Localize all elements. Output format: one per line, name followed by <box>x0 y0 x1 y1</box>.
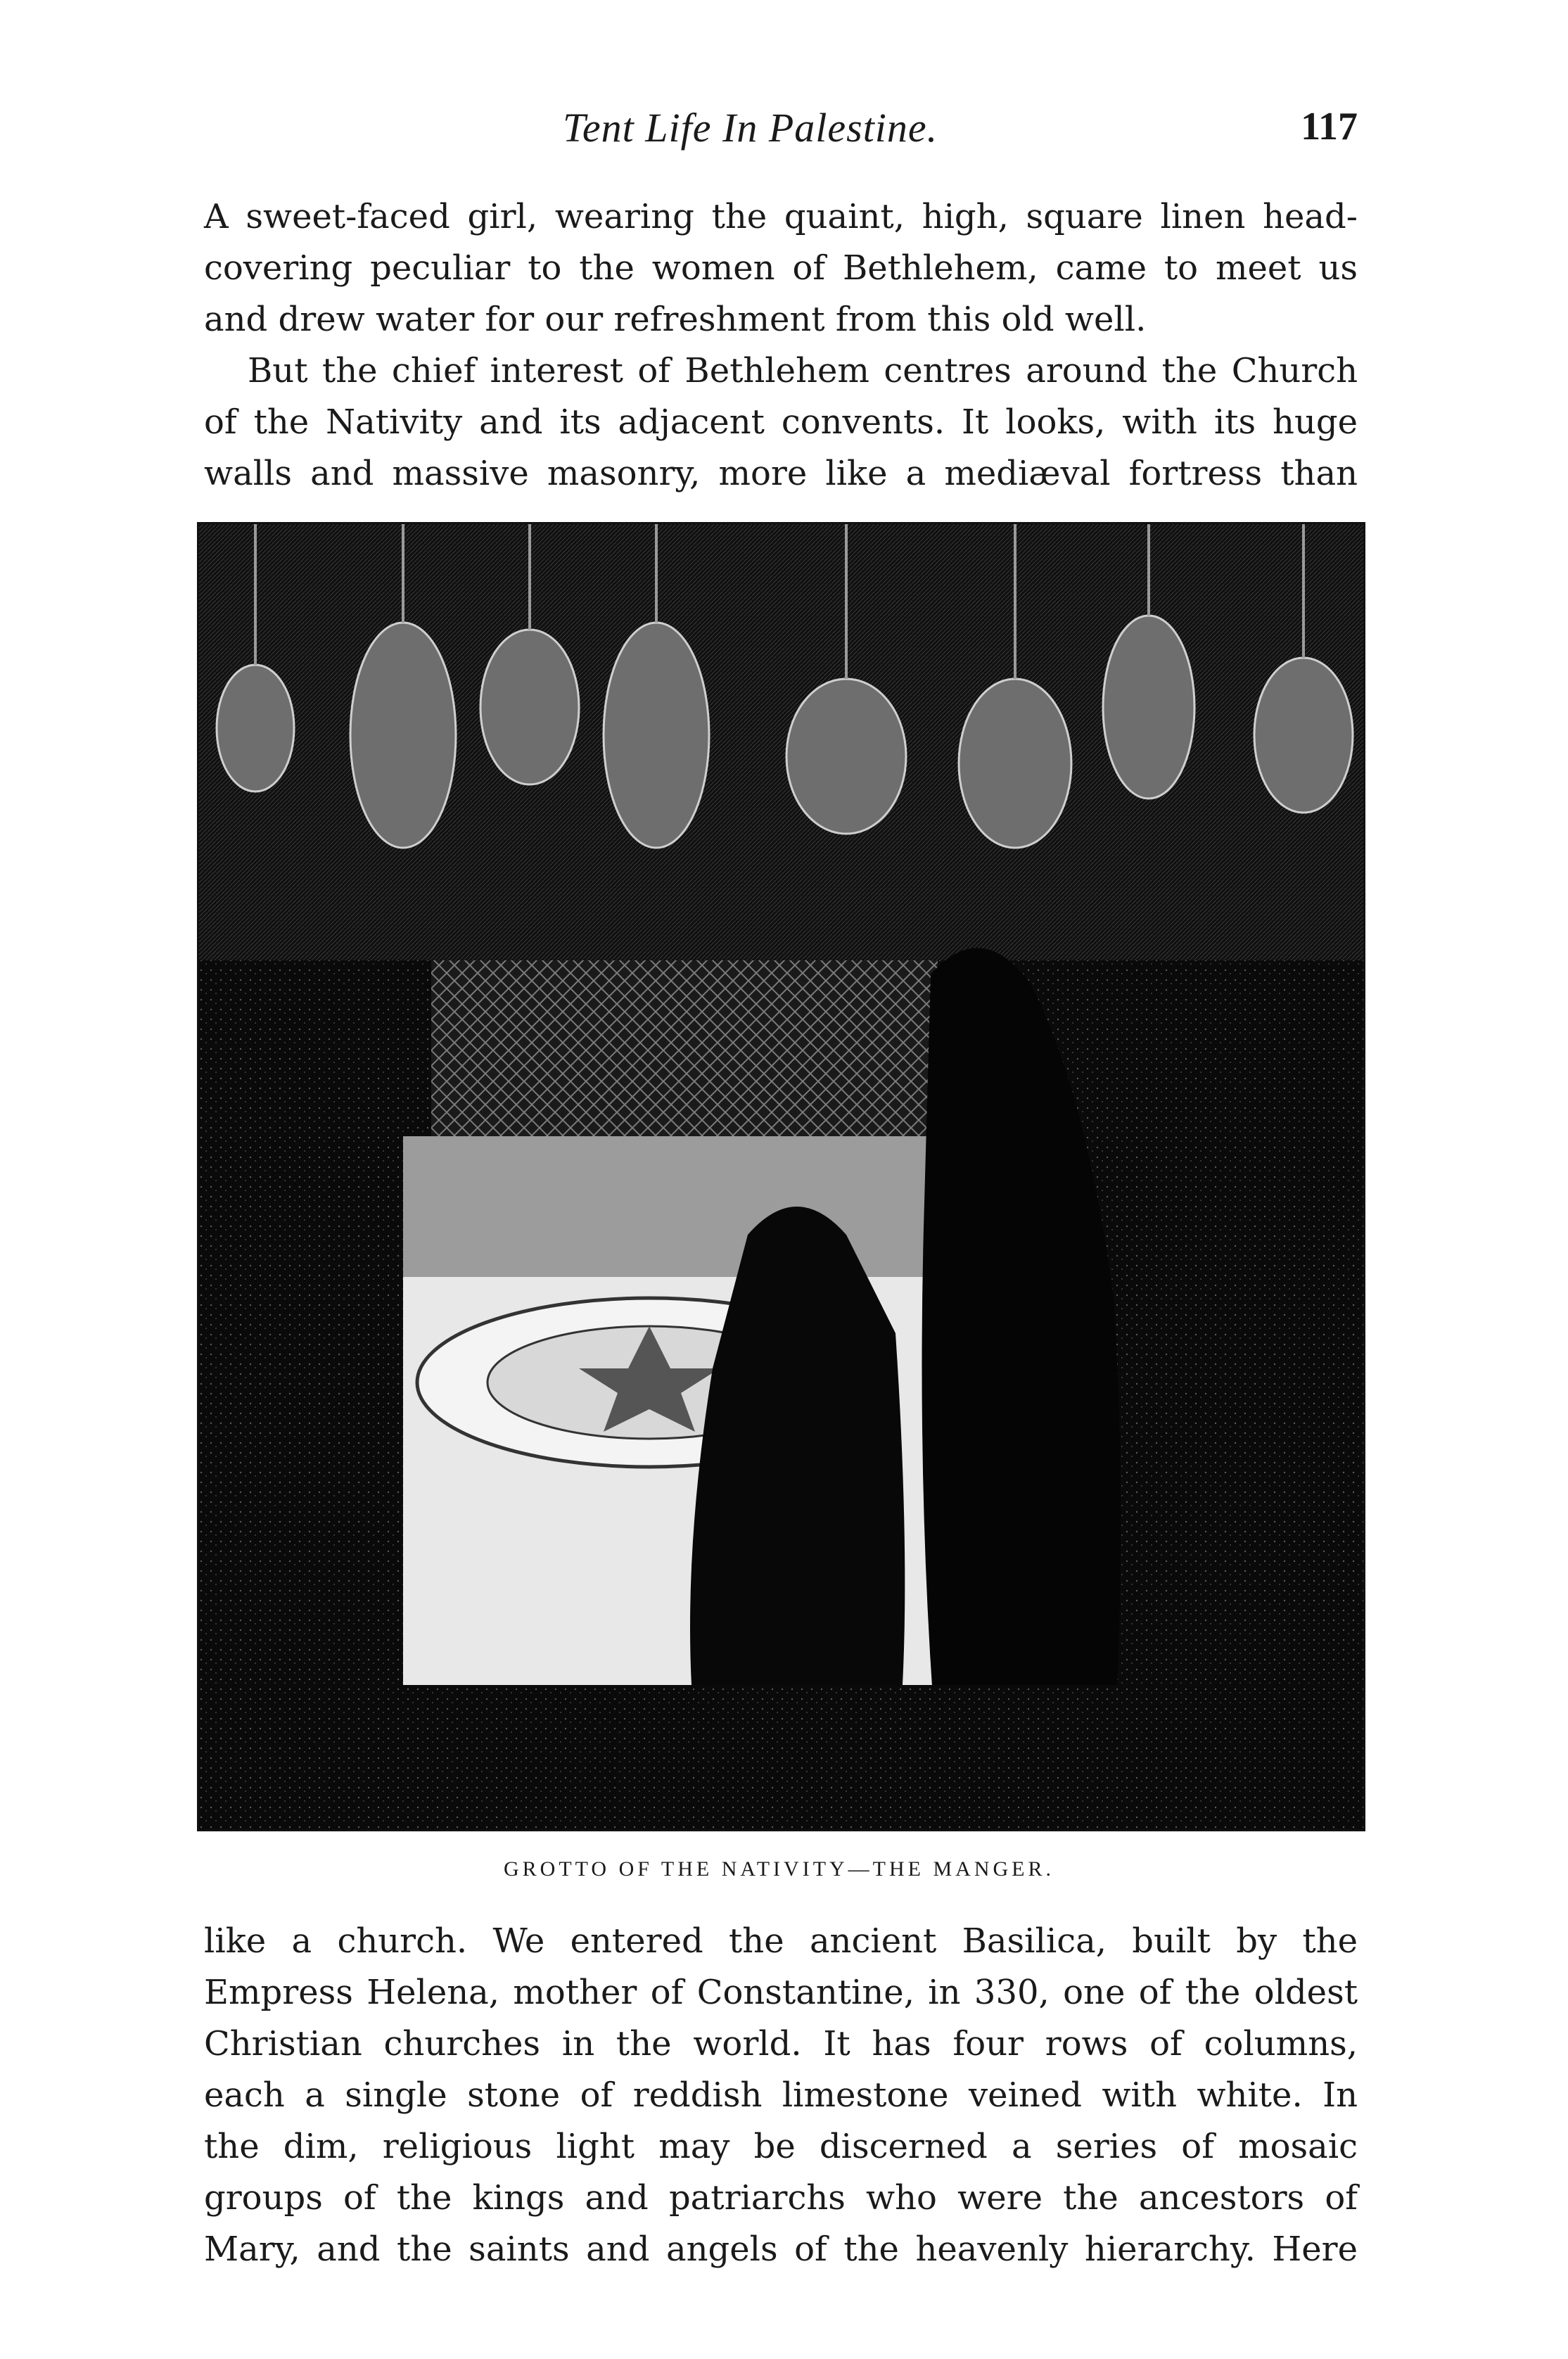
figure-caption: GROTTO OF THE NATIVITY—THE MANGER. <box>503 1857 1055 1881</box>
grotto-illustration <box>197 522 1365 1831</box>
page-number: 117 <box>1301 105 1358 148</box>
text-line: the dim, religious light may be discerned a series of mosaic <box>204 2127 1358 2166</box>
text-line: But the chief interest of Bethlehem centres around the Church <box>248 351 1358 390</box>
text-line: Mary, and the saints and angels of the heavenly hierarchy. Here <box>204 2230 1358 2269</box>
page-header <box>197 104 1358 167</box>
paragraph-top <box>204 191 1358 500</box>
text-line: covering peculiar to the women of Bethlehem, came to meet us <box>204 248 1358 288</box>
text-line: groups of the kings and patriarchs who were the ancestors of <box>204 2178 1358 2218</box>
text-line: each a single stone of reddish limestone veined with white. In <box>204 2075 1358 2115</box>
text-line: walls and massive masonry, more like a mediæval fortress than <box>204 454 1358 493</box>
text-line: Empress Helena, mother of Constantine, in 330, one of the oldest <box>204 1973 1358 2012</box>
engraving-image <box>199 524 1363 1829</box>
text-line: A sweet-faced girl, wearing the quaint, high, square linen head- <box>204 197 1358 236</box>
paragraph-bottom <box>204 1916 1358 2275</box>
text-line: and drew water for our refreshment from this old well. <box>204 300 1147 339</box>
text-line: of the Nativity and its adjacent convents. It looks, with its huge <box>204 402 1358 442</box>
text-line: Christian churches in the world. It has four rows of columns, <box>204 2024 1358 2064</box>
running-title: Tent Life In Palestine. <box>563 105 938 151</box>
text-line: like a church. We entered the ancient Basilica, built by the <box>204 1921 1358 1961</box>
